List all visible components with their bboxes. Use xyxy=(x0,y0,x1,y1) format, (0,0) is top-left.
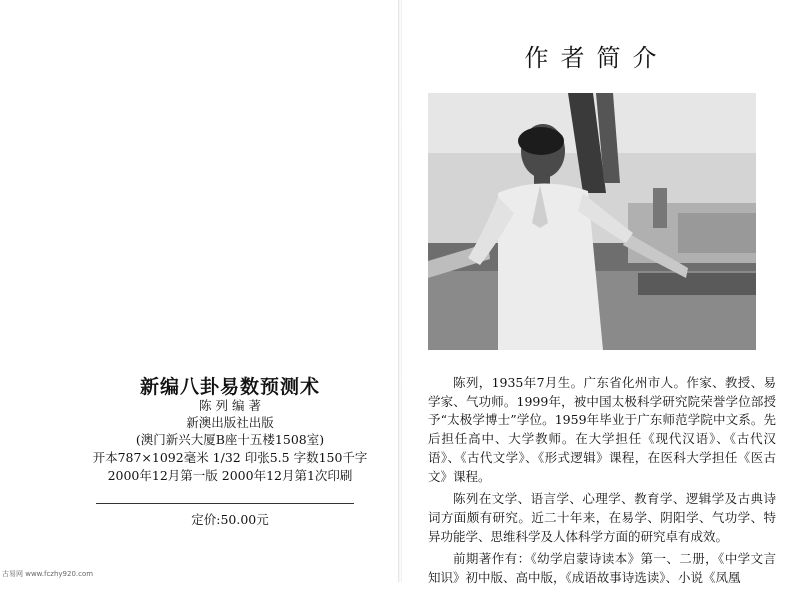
publisher-address: (澳门新兴大厦B座十五楼1508室) xyxy=(135,432,325,447)
bio-paragraph: 前期著作有：《幼学启蒙诗读本》第一、二册，《中学文言知识》初中版、高中版，《成语故事诗选读》、小说《凤凰 xyxy=(428,551,776,586)
section-title: 作者简介 xyxy=(524,44,669,72)
watermark: 古易网 www.fczhy920.com xyxy=(2,570,94,578)
bio-paragraph: 陈列在文学、语言学、心理学、教育学、逻辑学及古典诗词方面颇有研究。近二十年来，在易学、阴阳学、气功学、特异功能学、思维科学及人体科学方面的研究卓有成效。 xyxy=(428,491,776,544)
price-line: 定价:50.00元 xyxy=(191,512,269,527)
right-page xyxy=(400,0,793,586)
author-photo xyxy=(428,93,756,350)
author-bio xyxy=(428,374,776,592)
edition-info: 2000年12月第一版 2000年12月第1次印刷 xyxy=(107,468,353,483)
divider-rule xyxy=(96,503,354,504)
format-info: 开本787×1092毫米 1/32 印张5.5 字数150千字 xyxy=(92,450,368,465)
author-line: 陈 列 编 著 xyxy=(199,398,261,413)
publisher-line: 新澳出版社出版 xyxy=(186,415,274,430)
book-title: 新编八卦易数预测术 xyxy=(139,376,320,398)
left-page xyxy=(0,0,400,582)
bio-paragraph: 陈列，1935年7月生。广东省化州市人。作家、教授、易学家、气功师。1999年，被中国太极科学研究院荣誉学位部授予“太极学博士”学位。1959年毕业于广东师范学院中文系。先后担任高中、大学教师。在大学担任《现代汉语》、《古代汉语》、《古代文学》、《形式逻辑》课程，在医科大学担任《医古文》课程。 xyxy=(428,375,776,484)
